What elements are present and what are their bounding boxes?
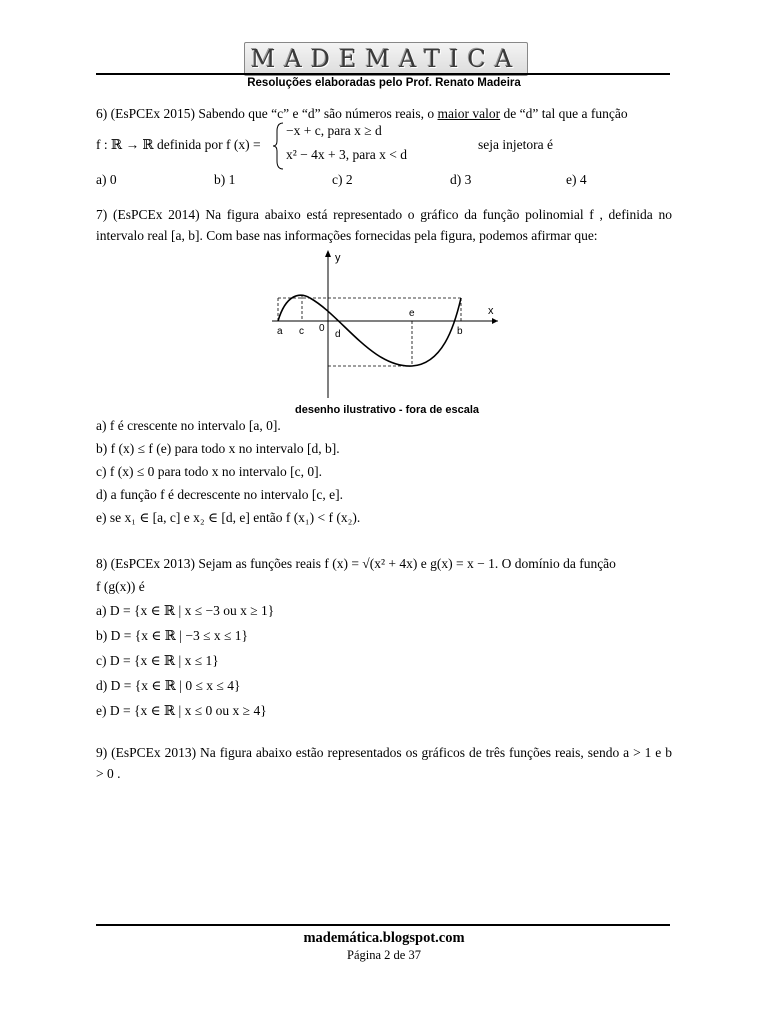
figure-caption: desenho ilustrativo - fora de escala xyxy=(294,404,480,416)
q6-statement xyxy=(96,103,672,124)
footer-rule xyxy=(96,924,670,926)
q6-option-b: b) 1 xyxy=(214,172,236,187)
q6-brace xyxy=(272,121,286,171)
q8-option-d: d) D = {x ∈ ℝ | 0 ≤ x ≤ 4} xyxy=(96,678,241,693)
q8-statement-line1: 8) (EsPCEx 2013) Sejam as funções reais f (x) = √(x² + 4x) e g(x) = x − 1. O domínio da função xyxy=(96,556,616,571)
q6-text-prefix: 6) (EsPCEx 2015) Sabendo que “c” e “d” são números reais, o xyxy=(96,106,438,121)
point-c-label: c xyxy=(299,326,304,337)
q8-option-b: b) D = {x ∈ ℝ | −3 ≤ x ≤ 1} xyxy=(96,628,249,643)
q7-option-d: d) a função f é decrescente no intervalo [c, e]. xyxy=(96,487,343,502)
q8-statement-line2: f (g(x)) é xyxy=(96,579,145,594)
footer-site: mademática.blogspot.com xyxy=(303,930,465,946)
q8-option-e: e) D = {x ∈ ℝ | x ≤ 0 ou x ≥ 4} xyxy=(96,703,267,718)
q7-option-e: e) se x₁ ∈ [a, c] e x₂ ∈ [d, e] então f (x₁) < f (x₂). xyxy=(96,510,361,525)
point-b-label: b xyxy=(457,326,463,337)
page-number: Página 2 de 37 xyxy=(347,948,421,962)
q6-case-1: −x + c, para x ≥ d xyxy=(286,123,382,138)
header-subtitle: Resoluções elaboradas pelo Prof. Renato Madeira xyxy=(247,77,521,89)
header-rule xyxy=(96,73,670,75)
q9-statement: 9) (EsPCEx 2013) Na figura abaixo estão representados os gráficos de três funções reais, sendo a > 1 e b > 0 . xyxy=(96,745,672,781)
q7-option-b: b) f (x) ≤ f (e) para todo x no intervalo [d, b]. xyxy=(96,441,340,456)
q6-option-c: c) 2 xyxy=(332,172,353,187)
function-curve xyxy=(278,295,461,366)
y-axis-label: y xyxy=(335,252,341,264)
point-a-label: a xyxy=(277,326,283,337)
x-axis-label: x xyxy=(488,305,494,317)
q8-option-c: c) D = {x ∈ ℝ | x ≤ 1} xyxy=(96,653,219,668)
y-axis-arrow xyxy=(325,250,331,257)
q7-option-a: a) f é crescente no intervalo [a, 0]. xyxy=(96,418,281,433)
origin-label: 0 xyxy=(319,323,325,334)
q6-definition-suffix: seja injetora é xyxy=(478,137,553,152)
x-axis-arrow xyxy=(492,318,498,324)
q6-option-a: a) 0 xyxy=(96,172,117,187)
q7-statement: 7) (EsPCEx 2014) Na figura abaixo está representado o gráfico da função polinomial f , definida no intervalo real [a, b]. Com base nas informações fornecidas pela figura, podemos afirmar que: xyxy=(96,207,672,243)
q6-option-d: d) 3 xyxy=(450,172,472,187)
q7-option-c: c) f (x) ≤ 0 para todo x no intervalo [c, 0]. xyxy=(96,464,322,479)
point-d-label: d xyxy=(335,329,341,340)
q6-option-e: e) 4 xyxy=(566,172,587,187)
q6-definition-label: f : ℝ → ℝ definida por f (x) = xyxy=(96,137,261,152)
q7-figure xyxy=(262,246,512,420)
q8-option-a: a) D = {x ∈ ℝ | x ≤ −3 ou x ≥ 1} xyxy=(96,603,275,618)
q6-case-2: x² − 4x + 3, para x < d xyxy=(286,147,407,162)
q6-text-suffix: de “d” tal que a função xyxy=(500,106,628,121)
point-e-label: e xyxy=(409,308,415,319)
mademática-logo: MADEMATICA xyxy=(244,42,528,76)
q6-underlined-text: maior valor xyxy=(437,106,501,121)
